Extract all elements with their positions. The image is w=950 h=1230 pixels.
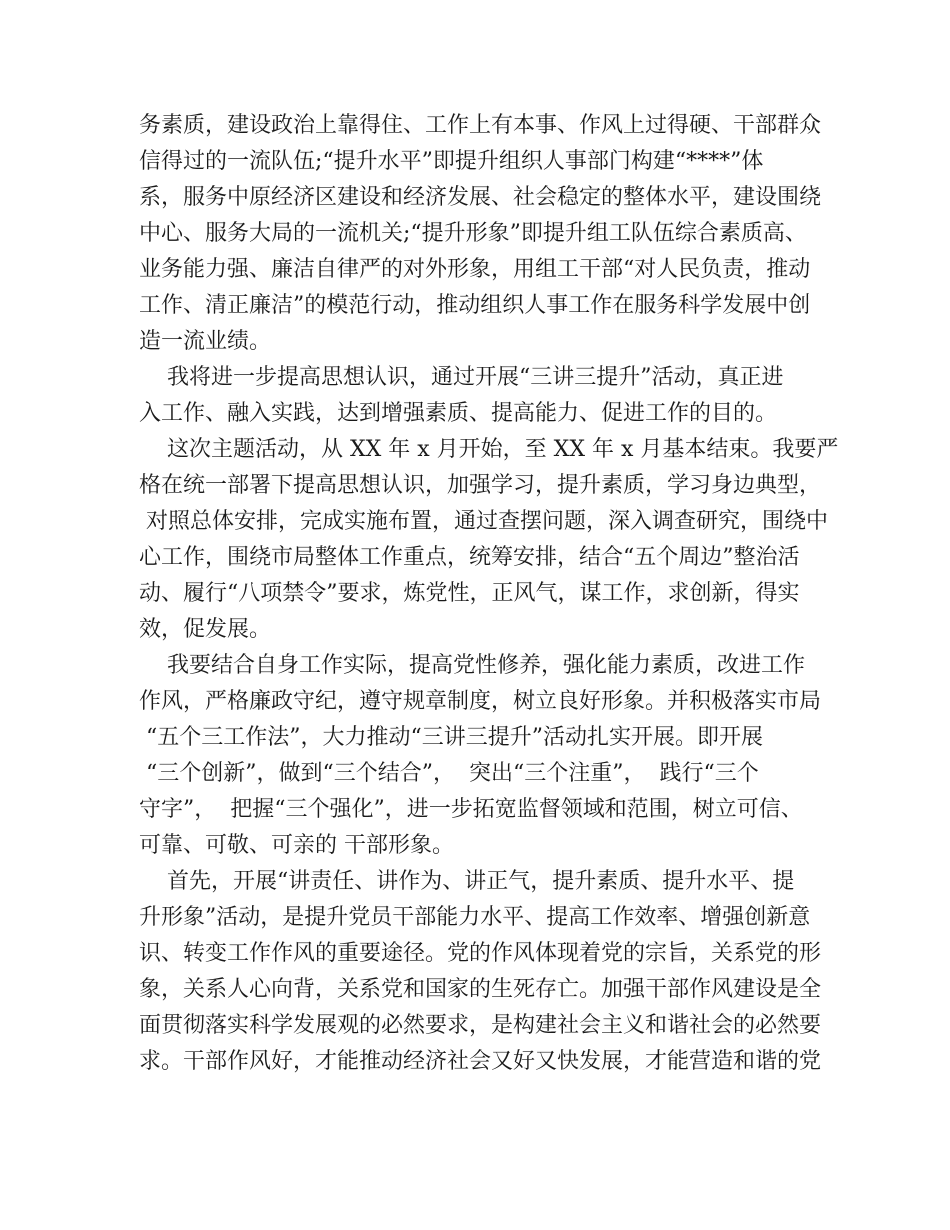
- text-line: 作风，严格廉政守纪，遵守规章制度，树立良好形象。并积极落实市局: [139, 689, 822, 714]
- text-line: 格在统一部署下提高思想认识，加强学习，提升素质，学习身边典型，: [139, 473, 822, 498]
- text-line: 效，促发展。: [139, 617, 272, 642]
- text-line: 务素质，建设政治上靠得住、工作上有本事、作风上过得硬、干部群众: [139, 113, 822, 138]
- text-line: 我将进一步提高思想认识，通过开展“三讲三提升”活动，真正进: [139, 365, 784, 390]
- text-line: 心工作，围绕市局整体工作重点，统筹安排，结合“五个周边”整治活: [139, 545, 800, 570]
- text-line: “五个三工作法”，大力推动“三讲三提升”活动扎实开展。即开展: [139, 725, 763, 750]
- text-line: 面贯彻落实科学发展观的必然要求，是构建社会主义和谐社会的必然要: [139, 1013, 822, 1038]
- text-line: 动、履行“八项禁令”要求，炼党性，正风气，谋工作，求创新，得实: [139, 581, 800, 606]
- text-line: 象，关系人心向背，关系党和国家的生死存亡。加强干部作风建设是全: [139, 977, 822, 1002]
- text-line: 升形象”活动，是提升党员干部能力水平、提高工作效率、增强创新意: [139, 905, 811, 930]
- text-line: 系，服务中原经济区建设和经济发展、社会稳定的整体水平，建设围绕: [139, 185, 822, 210]
- text-line: 这次主题活动，从 XX 年 x 月开始，至 XX 年 x 月基本结束。我要严: [139, 437, 839, 462]
- text-line: 信得过的一流队伍;“提升水平”即提升组织人事部门构建“****”体: [139, 149, 764, 174]
- text-line: “三个创新”，做到“三个结合”， 突出“三个注重”， 践行“三个: [139, 761, 759, 786]
- text-line: 入工作、融入实践，达到增强素质、提高能力、促进工作的目的。: [139, 401, 778, 426]
- text-line: 中心、服务大局的一流机关;“提升形象”即提升组工队伍综合素质高、: [139, 221, 807, 246]
- text-line: 业务能力强、廉洁自律严的对外形象，用组工干部“对人民负责，推动: [139, 257, 811, 282]
- document-body: [139, 108, 839, 1080]
- text-line: 可靠、可敬、可亲的 干部形象。: [139, 833, 454, 858]
- text-line: 对照总体安排，完成实施布置，通过查摆问题，深入调查研究，围绕中: [139, 509, 828, 534]
- text-line: 识、转变工作作风的重要途径。党的作风体现着党的宗旨，关系党的形: [139, 941, 822, 966]
- text-line: 我要结合自身工作实际，提高党性修养，强化能力素质，改进工作: [139, 653, 805, 678]
- text-line: 守字”， 把握“三个强化”，进一步拓宽监督领域和范围，树立可信、: [139, 797, 803, 822]
- text-line: 求。干部作风好，才能推动经济社会又好又快发展，才能营造和谐的党: [139, 1049, 822, 1074]
- text-line: 工作、清正廉洁”的模范行动，推动组织人事工作在服务科学发展中创: [139, 293, 811, 318]
- text-line: 首先，开展“讲责任、讲作为、讲正气，提升素质、提升水平、提: [139, 869, 795, 894]
- text-line: 造一流业绩。: [139, 329, 272, 354]
